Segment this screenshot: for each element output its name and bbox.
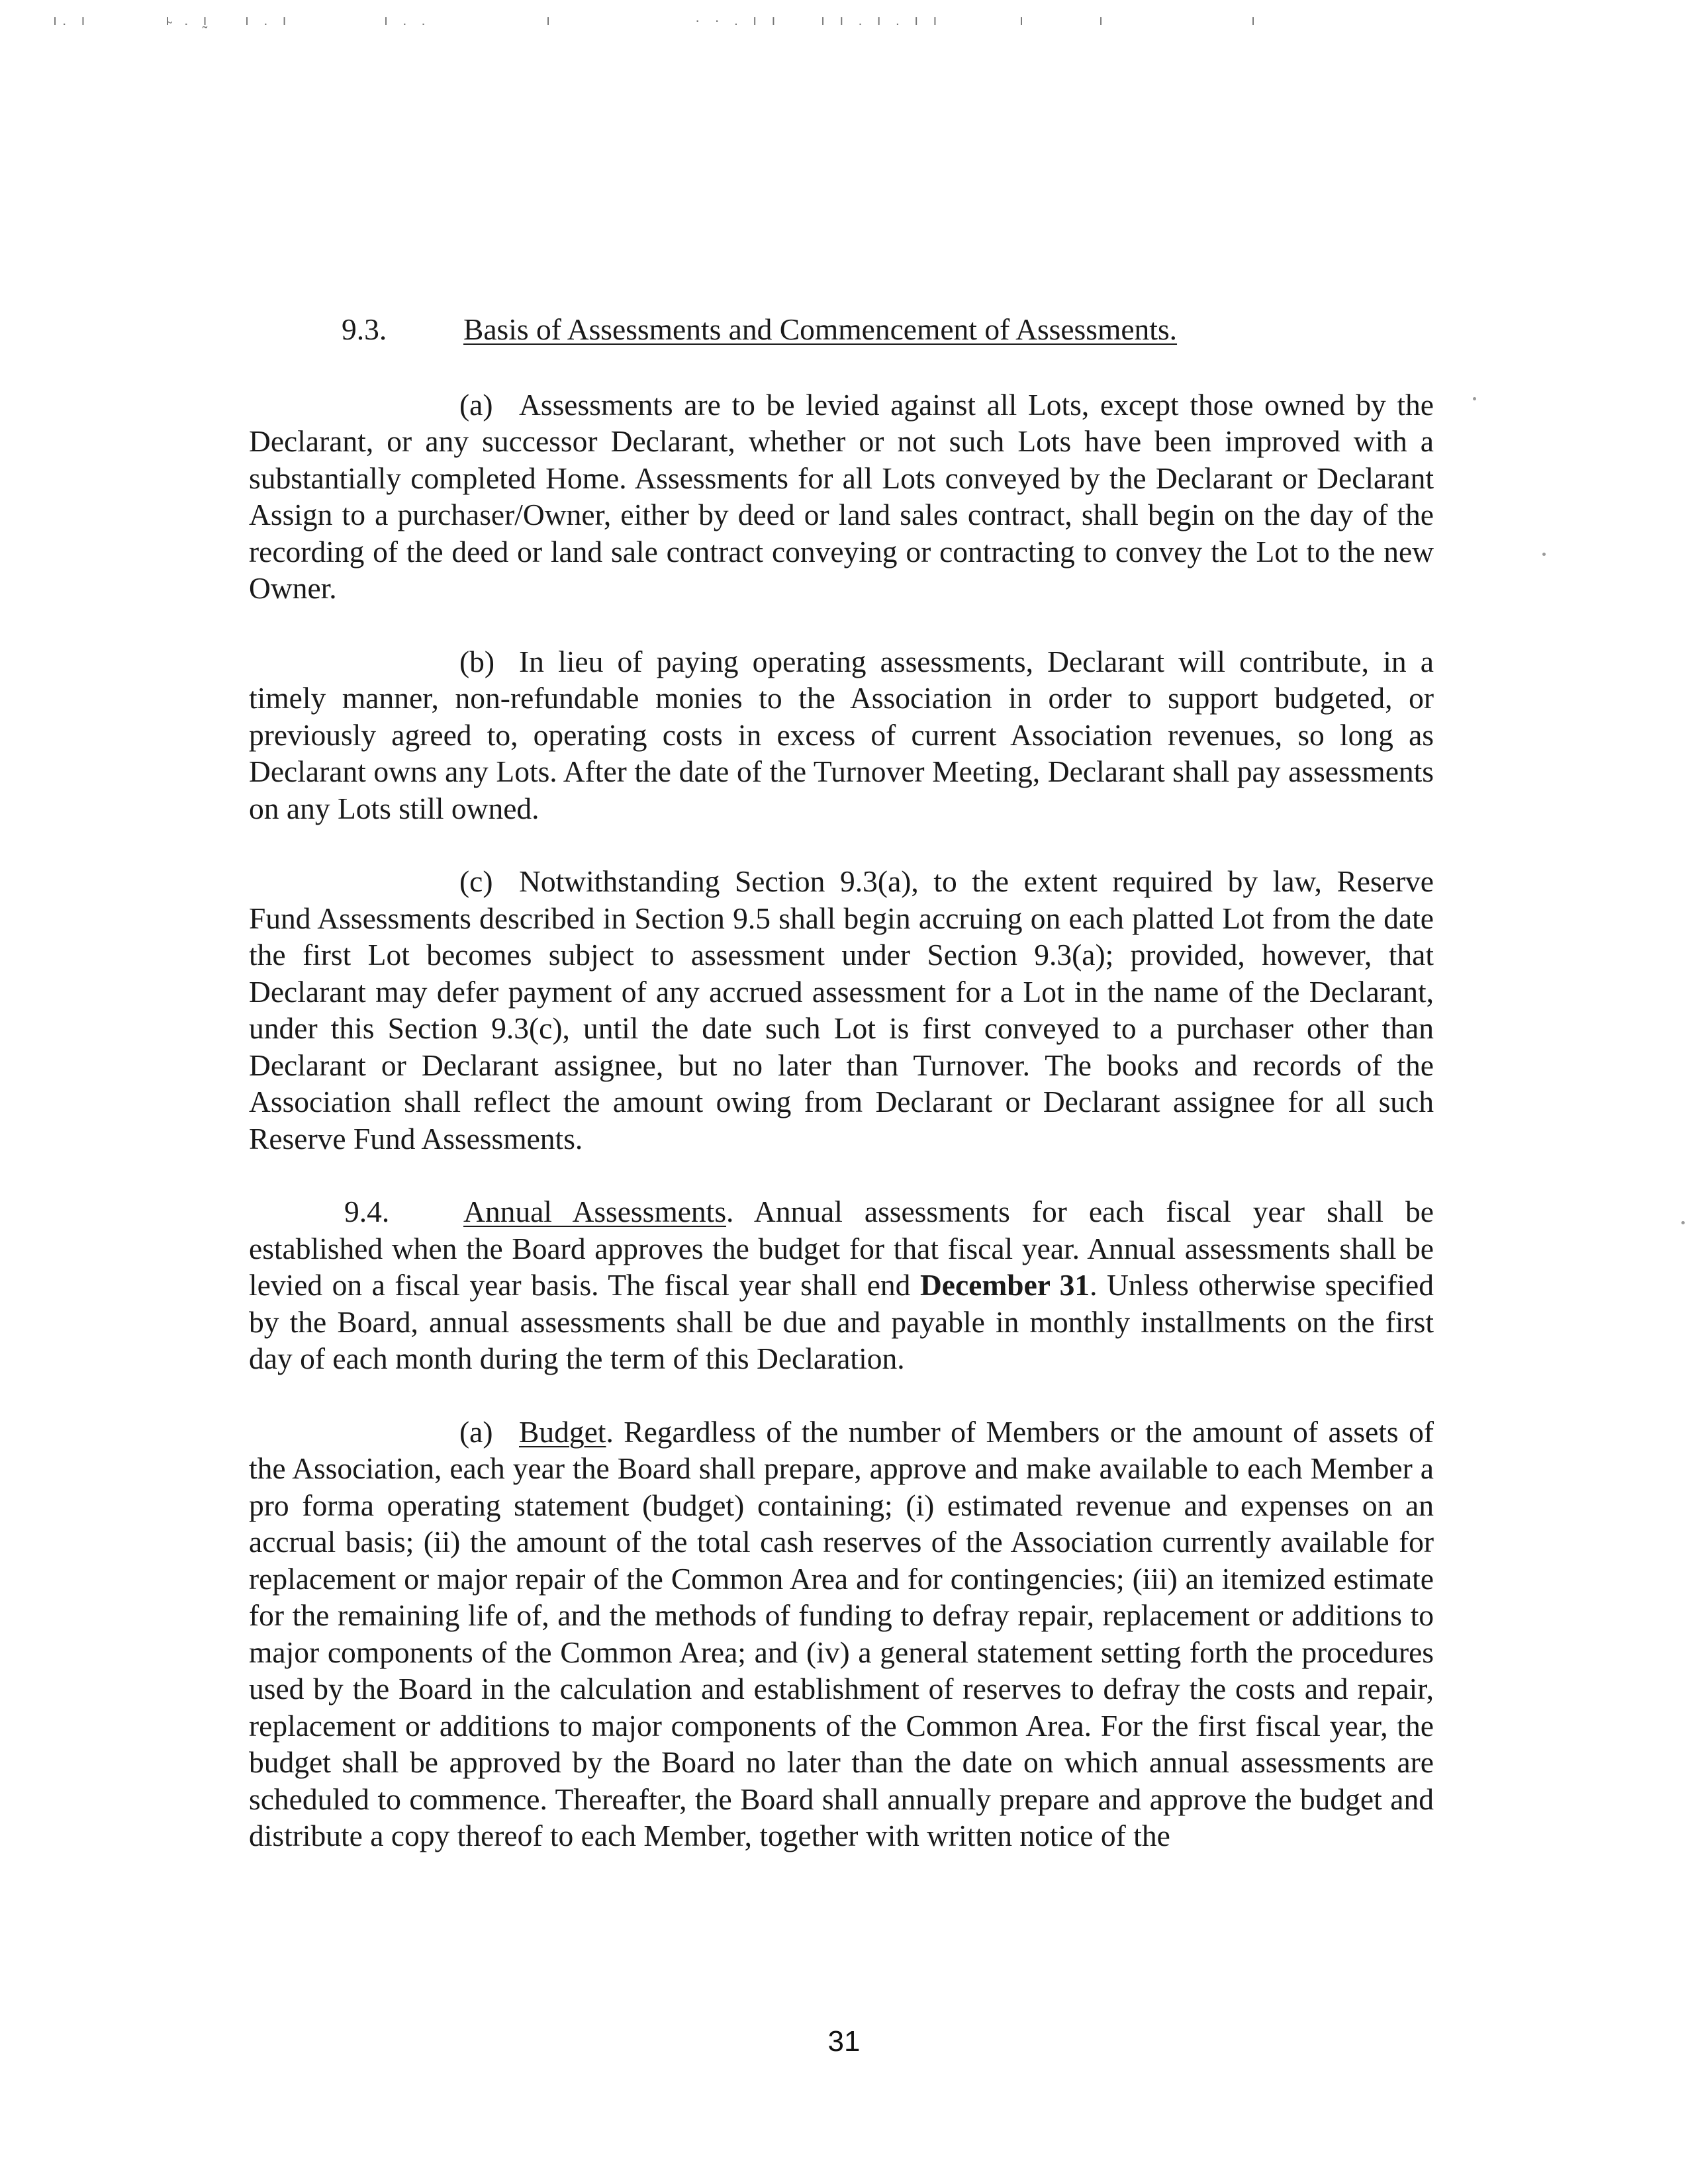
paragraph-text: In lieu of paying operating assessments, Declarant will contribute, in a timely manner, non-refundable monies to the Association in order to support budgeted, or previously agreed to, operating costs in excess of current Association revenues, so long as Declarant owns any Lots. After the date of the Turnover Meeting, Declarant shall pay assessments on any Lots still owned.: [249, 644, 1434, 825]
section-9-4: [249, 1193, 1434, 1377]
paragraph-9-3-a: [249, 387, 1434, 607]
fiscal-year-end-date: December 31: [919, 1268, 1090, 1302]
paragraph-9-3-c: [249, 863, 1434, 1157]
paragraph-text: . Annual assessments for each fiscal year shall be established when the Board approves the budget for that fiscal year. Annual assessments shall be levied on a fiscal year basis. The fiscal year shall end: [249, 1195, 1434, 1302]
paragraph-label: (a): [459, 1414, 493, 1449]
paragraph-text: Notwithstanding Section 9.3(a), to the extent required by law, Reserve Fund Assessments described in Section 9.5 shall begin accruing on each platted Lot from the date the first Lot becomes subject to assessment under Section 9.3(a); provided, however, that Declarant may defer payment of any accrued assessment for a Lot in the name of the Declarant, under this Section 9.3(c), until the date such Lot is first conveyed to a purchaser other than Declarant or Declarant assignee, but no later than Turnover. The books and records of the Association shall reflect the amount owing from Declarant or Declarant assignee for all such Reserve Fund Assessments.: [249, 864, 1434, 1156]
page-number: 31: [827, 2025, 861, 2058]
paragraph-label: (c): [459, 864, 493, 898]
scan-header-artifacts: ı. ı ı̴ . ı̰ ı . ı ı . . ı · · . ı ı ı ı . ı . ı ı ı ı ı: [53, 12, 1261, 28]
paragraph-title: Budget: [519, 1414, 606, 1449]
paragraph-9-3-b: [249, 643, 1434, 827]
paragraph-text: Assessments are to be levied against all Lots, except those owned by the Declarant, or any successor Declarant, whether or not such Lots have been improved with a substantially completed Home. Assessments for all Lots conveyed by the Declarant or Declarant Assign to a purchaser/Owner, either by deed or land sales contract, shall begin on the day of the recording of the deed or land sale contract conveying or contracting to convey the Lot to the new Owner.: [249, 387, 1434, 605]
section-number: 9.3.: [342, 312, 387, 346]
paragraph-text: . Unless otherwise specified by the Board, annual assessments shall be due and payable in monthly installments on the first day of each month during the term of this Declaration.: [249, 1268, 1434, 1375]
margin-speck: [1681, 1221, 1685, 1224]
paragraph-label: (b): [459, 644, 495, 678]
margin-speck: [1542, 553, 1546, 556]
document-body: [249, 311, 1434, 1854]
paragraph-label: (a): [459, 387, 493, 422]
margin-speck: [1473, 397, 1476, 400]
section-title: Basis of Assessments and Commencement of Assessments.: [463, 312, 1178, 346]
paragraph-text: . Regardless of the number of Members or the amount of assets of the Association, each year the Board shall prepare, approve and make available to each Member a pro forma operating statement (budget) containing; (i) estimated revenue and expenses on an accrual basis; (ii) the amount of the total cash reserves of the Association currently available for replacement or major repair of the Common Area and for contingencies; (iii) an itemized estimate for the remaining life of, and the methods of funding to defray repair, replacement or additions to major components of the Common Area; and (iv) a general statement setting forth the procedures used by the Board in the calculation and establishment of reserves to defray the costs and repair, replacement or additions to major components of the Common Area. For the first fiscal year, the budget shall be approved by the Board no later than the date on which annual assessments are scheduled to commence. Thereafter, the Board shall annually prepare and approve the budget and distribute a copy thereof to each Member, together with written notice of the: [249, 1414, 1434, 1852]
paragraph-9-4-a-budget: [249, 1414, 1434, 1854]
section-9-3-heading: [249, 311, 1434, 348]
section-number: 9.4.: [344, 1195, 390, 1228]
section-title: Annual Assessments: [463, 1195, 727, 1228]
